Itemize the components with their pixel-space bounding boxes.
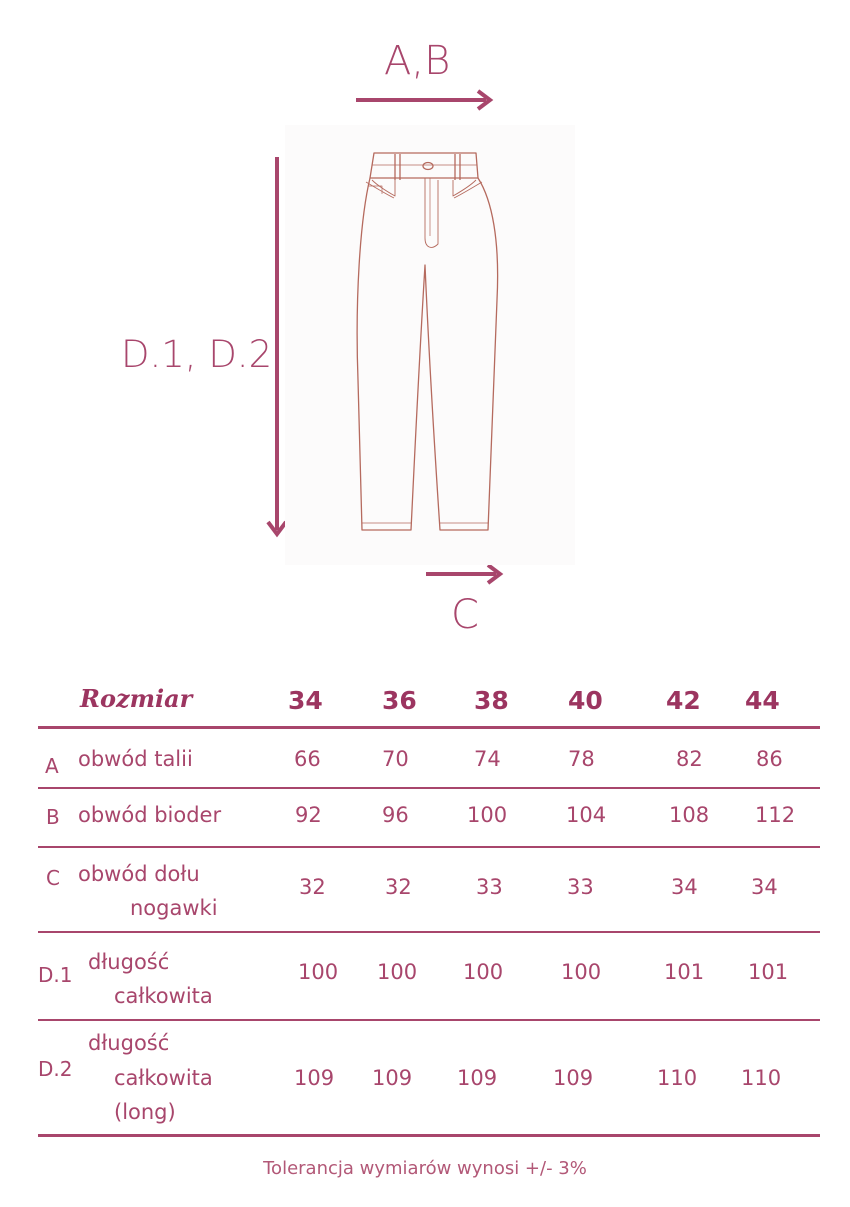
tolerance-note: Tolerancja wymiarów wynosi +/- 3%: [263, 1158, 587, 1179]
table-cell: 108: [669, 803, 710, 827]
size-header: 40: [568, 686, 603, 715]
table-cell: 100: [561, 960, 602, 984]
table-cell: 101: [748, 960, 789, 984]
table-cell: 32: [385, 875, 412, 899]
table-cell: 100: [467, 803, 508, 827]
table-cell: 100: [298, 960, 339, 984]
table-cell: 109: [457, 1066, 498, 1090]
row-description: długość: [88, 950, 170, 974]
size-header: 42: [666, 686, 701, 715]
row-description: długość: [88, 1031, 170, 1055]
size-header: 34: [288, 686, 323, 715]
table-cell: 78: [568, 747, 595, 771]
table-divider: [38, 1019, 820, 1021]
table-divider: [38, 1134, 820, 1137]
c-arrow: [426, 565, 500, 583]
row-description: obwód talii: [78, 747, 193, 771]
table-cell: 104: [566, 803, 607, 827]
table-cell: 34: [751, 875, 778, 899]
table-cell: 109: [372, 1066, 413, 1090]
row-description: całkowita: [114, 984, 213, 1008]
table-cell: 109: [553, 1066, 594, 1090]
table-cell: 110: [657, 1066, 698, 1090]
table-cell: 92: [295, 803, 322, 827]
size-table-title: Rozmiar: [80, 684, 193, 713]
table-cell: 96: [382, 803, 409, 827]
row-code: D.1: [38, 963, 73, 987]
table-cell: 33: [567, 875, 594, 899]
table-cell: 74: [474, 747, 501, 771]
row-description: obwód dołu: [78, 862, 200, 886]
table-cell: 100: [463, 960, 504, 984]
row-description: nogawki: [130, 896, 218, 920]
row-description: (long): [114, 1100, 176, 1124]
table-cell: 112: [755, 803, 796, 827]
label-c: C: [451, 592, 479, 638]
label-d: D.1, D.2: [121, 333, 273, 376]
row-description: całkowita: [114, 1066, 213, 1090]
table-cell: 109: [294, 1066, 335, 1090]
table-cell: 66: [294, 747, 321, 771]
ab-arrow: [356, 91, 490, 109]
size-header: 36: [382, 686, 417, 715]
table-cell: 70: [382, 747, 409, 771]
table-cell: 34: [671, 875, 698, 899]
table-cell: 86: [756, 747, 783, 771]
size-header: 38: [474, 686, 509, 715]
row-code: D.2: [38, 1057, 73, 1081]
row-code: B: [46, 805, 60, 829]
table-divider: [38, 726, 820, 729]
row-code: C: [46, 866, 60, 890]
table-cell: 101: [664, 960, 705, 984]
table-divider: [38, 787, 820, 789]
table-cell: 100: [377, 960, 418, 984]
row-code: A: [45, 754, 59, 778]
table-divider: [38, 846, 820, 848]
label-ab: A,B: [384, 38, 451, 84]
table-cell: 82: [676, 747, 703, 771]
jeans-icon: [285, 125, 575, 565]
size-header: 44: [745, 686, 780, 715]
table-cell: 33: [476, 875, 503, 899]
table-divider: [38, 931, 820, 933]
table-cell: 32: [299, 875, 326, 899]
row-description: obwód bioder: [78, 803, 222, 827]
table-cell: 110: [741, 1066, 782, 1090]
